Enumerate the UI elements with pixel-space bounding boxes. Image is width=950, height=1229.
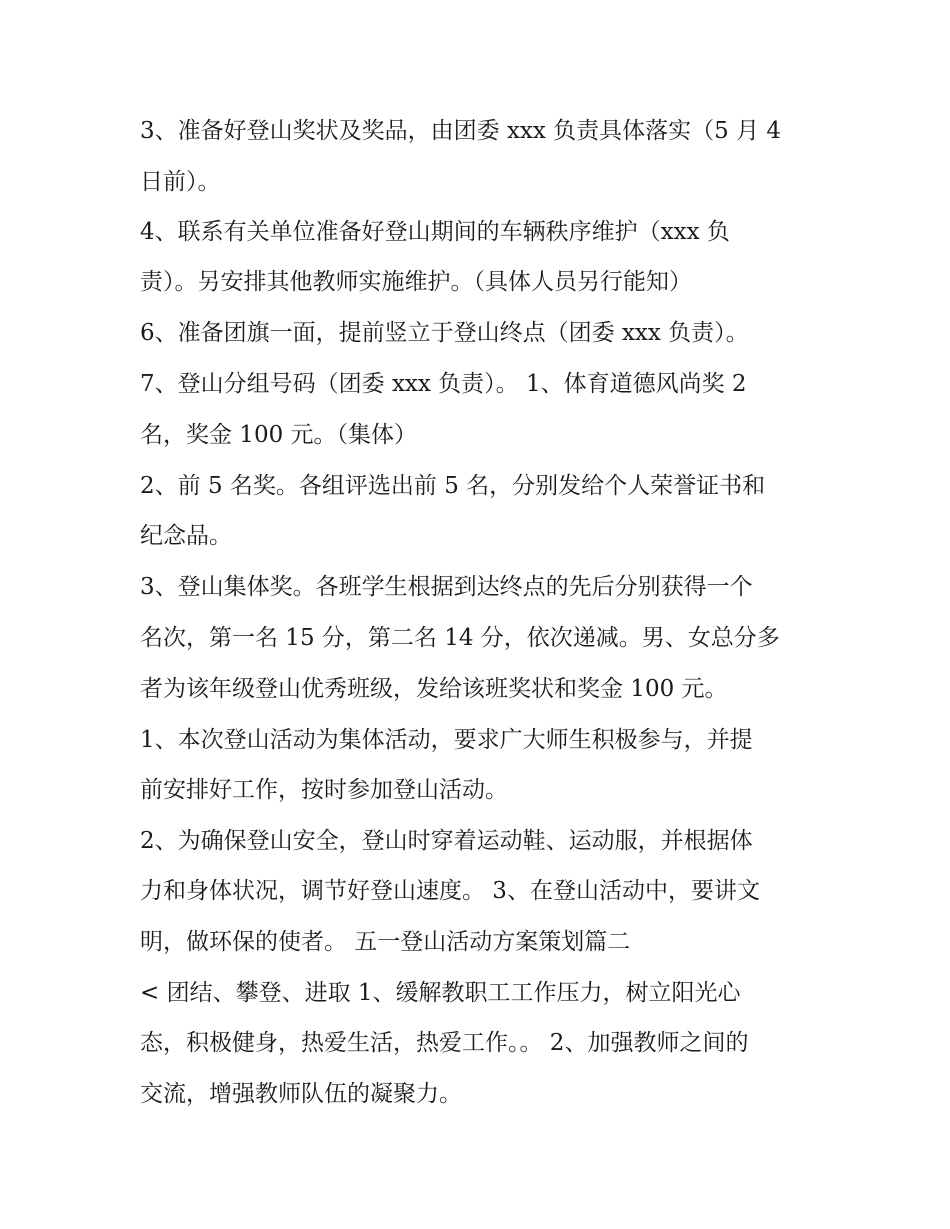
text-line: 2、前 5 名奖。各组评选出前 5 名，分别发给个人荣誉证书和 [140,473,766,499]
text-line: 纪念品。 [140,523,232,549]
text-line: 前安排好工作，按时参加登山活动。 [140,777,508,803]
text-line: 7、登山分组号码（团委 xxx 负责）。 1、体育道德风尚奖 2 [140,371,747,397]
text-line: 态，积极健身，热爱生活，热爱工作。。 2、加强教师之间的 [140,1030,749,1056]
text-line: 责）。另安排其他教师实施维护。（具体人员另行能知） [140,269,692,295]
text-line: 3、准备好登山奖状及奖品，由团委 xxx 负责具体落实（5 月 4 [140,118,782,144]
text-line: 名，奖金 100 元。（集体） [140,422,418,448]
text-line: 明，做环保的使者。 五一登山活动方案策划篇二 [140,929,631,955]
text-line: 6、准备团旗一面，提前竖立于登山终点（团委 xxx 负责）。 [140,320,749,346]
text-line: 4、联系有关单位准备好登山期间的车辆秩序维护（xxx 负 [140,219,730,245]
text-line: 者为该年级登山优秀班级，发给该班奖状和奖金 100 元。 [140,676,728,702]
text-line: 日前）。 [140,169,221,195]
text-line: 名次，第一名 15 分，第二名 14 分，依次递减。男、女总分多 [140,625,780,651]
text-line: 2、为确保登山安全，登山时穿着运动鞋、运动服，并根据体 [140,828,753,854]
text-line: 交流，增强教师队伍的凝聚力。 [140,1081,462,1107]
text-line: 3、登山集体奖。各班学生根据到达终点的先后分别获得一个 [140,574,753,600]
text-line: 力和身体状况，调节好登山速度。 3、在登山活动中，要讲文 [140,878,760,904]
text-line: < 团结、攀登、进取 1、缓解教职工工作压力，树立阳光心 [140,980,741,1006]
text-line: 1、本次登山活动为集体活动，要求广大师生积极参与，并提 [140,727,753,753]
